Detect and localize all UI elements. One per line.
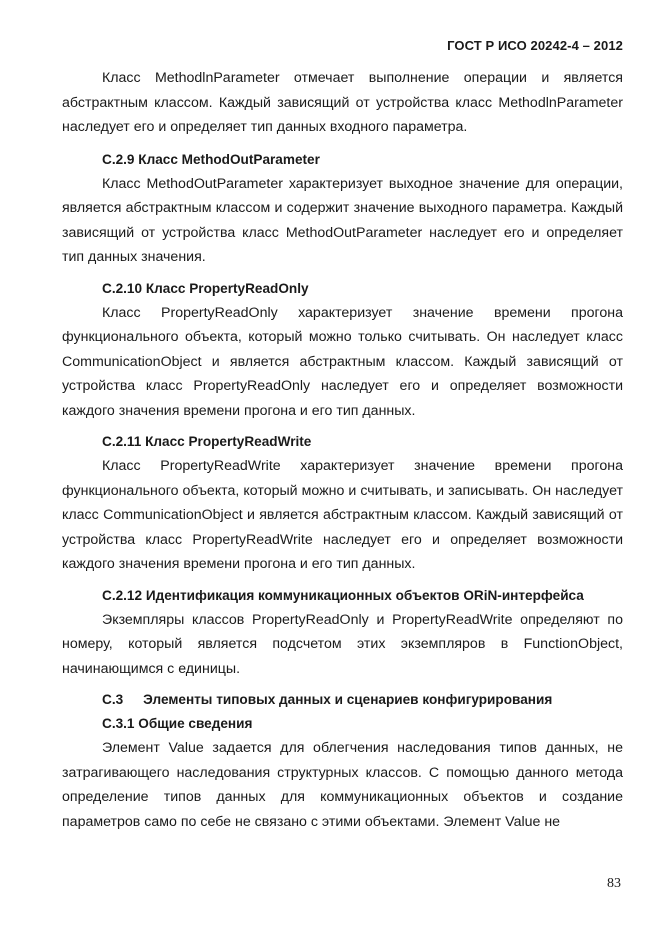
section-paragraph-c211: Класс PropertyReadWrite характеризует значение времени прогона функционального объекта, который можно и считывать, и записывать. Он наследует класс CommunicationObject и является абстрактным классом. Каждый зависящий от устройства класс PropertyReadWrite наследует его и определяет возможности каждого значения времени прогона и его тип данных. <box>62 458 623 572</box>
section-heading-c211: С.2.11 Класс PropertyReadWrite <box>102 434 312 449</box>
page-body <box>62 66 623 834</box>
section-paragraph-c29: Класс MethodOutParameter характеризует выходное значение для операции, является абстрактным классом и содержит значение выходного параметра. Каждый зависящий от устройства класс MethodOutParameter наследует его и определяет тип данных значения. <box>62 175 623 265</box>
section-heading-c29: С.2.9 Класс MethodOutParameter <box>102 151 320 167</box>
section-paragraph-c212: Экземпляры классов PropertyReadOnly и PropertyReadWrite определяют по номеру, который является подсчетом этих экземпляров в FunctionObject, начинающимся с единицы. <box>62 611 623 677</box>
subsection-paragraph-c31: Элемент Value задается для облегчения наследования типов данных, не затрагивающего наследования структурных классов. С помощью данного метода определение типов данных для коммуникационных объектов и создание параметров само по себе не связано с этими объектами. Элемент Value не <box>62 740 623 830</box>
section-heading-c3 <box>102 688 623 712</box>
section-paragraph-c210: Класс PropertyReadOnly характеризует значение времени прогона функционального объекта, который можно только считывать. Он наследует класс CommunicationObject и является абстрактным классом. Каждый зависящий от устройства класс PropertyReadOnly наследует его и определяет возможности каждого значения времени прогона и его тип данных. <box>62 304 623 419</box>
section-heading-c212: С.2.12 Идентификация коммуникационных объектов ORiN-интерфейса <box>102 587 584 603</box>
intro-paragraph: Класс MethodlnParameter отмечает выполнение операции и является абстрактным классом. Каждый зависящий от устройства класс MethodlnParameter наследует его и определяет тип данных входного параметра. <box>62 70 623 135</box>
section-title-c3: Элементы типовых данных и сценариев конфигурирования <box>143 692 553 707</box>
document-standard-header: ГОСТ Р ИСО 20242-4 – 2012 <box>447 38 623 53</box>
section-heading-c210: С.2.10 Класс PropertyReadOnly <box>102 280 309 296</box>
subsection-heading-c31: С.3.1 Общие сведения <box>102 716 253 731</box>
page-number: 83 <box>607 876 621 891</box>
section-number-c3: С.3 <box>102 692 124 707</box>
